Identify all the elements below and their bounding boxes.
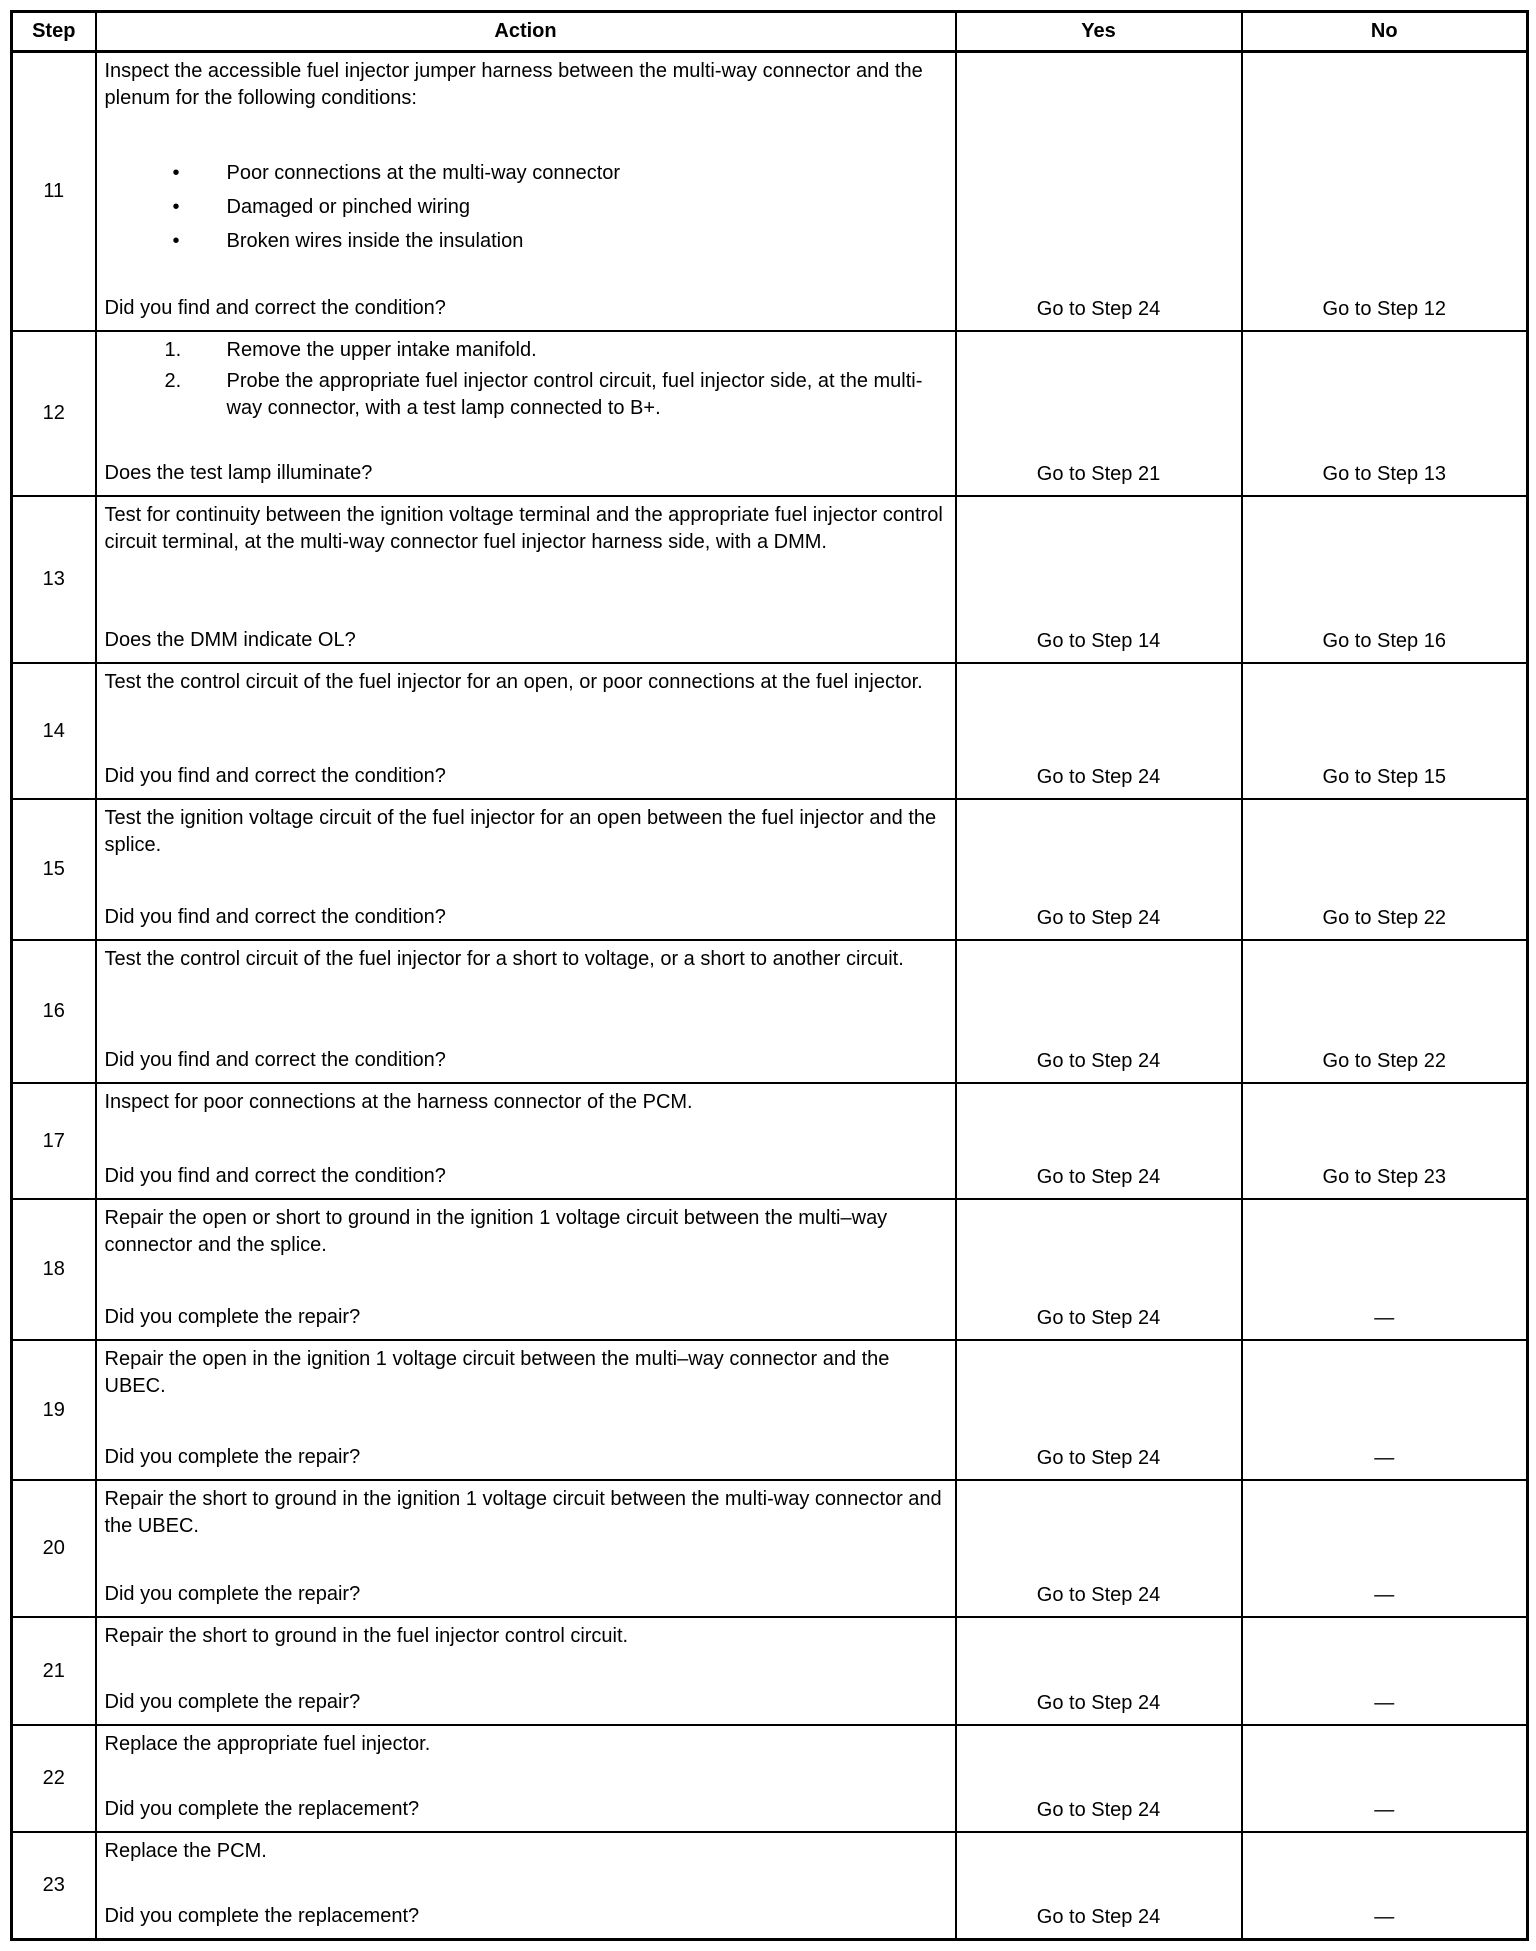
no-action: Go to Step 16 [1242, 496, 1528, 663]
action-cell [96, 1199, 956, 1340]
step-number: 18 [12, 1199, 96, 1340]
action-content [105, 1089, 947, 1190]
yes-action: Go to Step 21 [956, 331, 1242, 496]
no-action: Go to Step 22 [1242, 940, 1528, 1083]
action-content [105, 58, 947, 322]
action-text: Test the ignition voltage circuit of the fuel injector for an open between the fuel injector and the splice. [104, 807, 937, 856]
table-row [12, 52, 1528, 332]
yes-action: Go to Step 24 [956, 663, 1242, 799]
step-number: 11 [12, 52, 96, 332]
action-text: Replace the appropriate fuel injector. [104, 1733, 431, 1755]
action-cell [96, 1480, 956, 1617]
diagnostic-table [10, 10, 1529, 1941]
action-question: Did you complete the repair? [104, 1691, 361, 1713]
no-action: — [1242, 1340, 1528, 1480]
no-action: — [1242, 1832, 1528, 1940]
step-number: 21 [12, 1617, 96, 1725]
yes-action: Go to Step 24 [956, 1480, 1242, 1617]
action-question: Did you complete the replacement? [104, 1905, 420, 1927]
action-cell [96, 496, 956, 663]
list-item [105, 228, 947, 255]
table-row [12, 331, 1528, 496]
action-question: Did you find and correct the condition? [104, 906, 446, 928]
no-action: Go to Step 23 [1242, 1083, 1528, 1199]
no-action: — [1242, 1480, 1528, 1617]
action-cell [96, 1617, 956, 1725]
action-content [105, 1486, 947, 1608]
action-question: Does the test lamp illuminate? [104, 462, 373, 484]
action-question: Did you find and correct the condition? [104, 765, 446, 787]
bullet-icon: • [172, 196, 180, 218]
yes-action: Go to Step 24 [956, 52, 1242, 332]
header-no: No [1242, 12, 1528, 52]
action-cell [96, 1832, 956, 1940]
yes-action: Go to Step 24 [956, 1725, 1242, 1832]
header-action: Action [96, 12, 956, 52]
list-item [105, 160, 947, 187]
action-content [105, 337, 947, 487]
yes-action: Go to Step 24 [956, 1340, 1242, 1480]
list-number: 2. [164, 370, 182, 392]
table-header [12, 12, 1528, 52]
no-action: Go to Step 12 [1242, 52, 1528, 332]
yes-action: Go to Step 24 [956, 1199, 1242, 1340]
action-content [105, 946, 947, 1074]
yes-action: Go to Step 24 [956, 940, 1242, 1083]
table-row [12, 1832, 1528, 1940]
action-text: Test for continuity between the ignition voltage terminal and the appropriate fuel injector control circuit terminal, at the multi-way connector fuel injector harness side, with a DMM. [104, 504, 943, 553]
table-row [12, 940, 1528, 1083]
action-cell [96, 52, 956, 332]
yes-action: Go to Step 24 [956, 1617, 1242, 1725]
step-number: 14 [12, 663, 96, 799]
action-cell [96, 799, 956, 940]
no-action: — [1242, 1617, 1528, 1725]
table-row [12, 496, 1528, 663]
action-question: Did you complete the repair? [104, 1306, 361, 1328]
action-content [105, 1205, 947, 1331]
action-text: Inspect the accessible fuel injector jumper harness between the multi-way connector and the plenum for the following conditions: [104, 60, 923, 109]
action-content [105, 1623, 947, 1716]
action-text: Replace the PCM. [104, 1840, 267, 1862]
no-action: — [1242, 1725, 1528, 1832]
table-row [12, 1340, 1528, 1480]
no-action: Go to Step 22 [1242, 799, 1528, 940]
table-row [12, 663, 1528, 799]
action-text: Repair the open or short to ground in the ignition 1 voltage circuit between the multi–way connector and the splice. [104, 1207, 888, 1256]
yes-action: Go to Step 24 [956, 799, 1242, 940]
step-number: 16 [12, 940, 96, 1083]
table-row [12, 799, 1528, 940]
action-text: Inspect for poor connections at the harness connector of the PCM. [104, 1091, 693, 1113]
table-row [12, 1617, 1528, 1725]
action-content [105, 805, 947, 931]
action-text: Test the control circuit of the fuel injector for an open, or poor connections at the fuel injector. [104, 671, 923, 693]
step-number: 19 [12, 1340, 96, 1480]
action-list [105, 160, 947, 262]
action-question: Did you complete the replacement? [104, 1798, 420, 1820]
action-cell [96, 663, 956, 799]
table-row [12, 1083, 1528, 1199]
no-action: Go to Step 15 [1242, 663, 1528, 799]
table-row [12, 1199, 1528, 1340]
action-content [105, 1731, 947, 1823]
step-number: 12 [12, 331, 96, 496]
step-number: 20 [12, 1480, 96, 1617]
action-text: Test the control circuit of the fuel injector for a short to voltage, or a short to another circuit. [104, 948, 904, 970]
list-number: 1. [164, 339, 182, 361]
action-cell [96, 940, 956, 1083]
list-item [105, 368, 947, 422]
table-row [12, 1480, 1528, 1617]
bullet-icon: • [172, 162, 180, 184]
action-cell [96, 1725, 956, 1832]
action-cell [96, 331, 956, 496]
no-action: Go to Step 13 [1242, 331, 1528, 496]
action-text: Repair the short to ground in the fuel injector control circuit. [104, 1625, 629, 1647]
step-number: 15 [12, 799, 96, 940]
list-item-text: Poor connections at the multi-way connector [226, 162, 621, 184]
step-number: 13 [12, 496, 96, 663]
step-number: 17 [12, 1083, 96, 1199]
action-question: Does the DMM indicate OL? [104, 629, 356, 651]
action-question: Did you find and correct the condition? [104, 1165, 446, 1187]
table-body [12, 52, 1528, 1940]
action-cell [96, 1340, 956, 1480]
list-item [105, 194, 947, 221]
header-row [12, 12, 1528, 52]
action-question: Did you find and correct the condition? [104, 297, 446, 319]
table-row [12, 1725, 1528, 1832]
header-step: Step [12, 12, 96, 52]
action-text: Repair the open in the ignition 1 voltage circuit between the multi–way connector and the UBEC. [104, 1348, 890, 1397]
list-item-text: Remove the upper intake manifold. [226, 339, 537, 361]
action-cell [96, 1083, 956, 1199]
action-question: Did you find and correct the condition? [104, 1049, 446, 1071]
header-yes: Yes [956, 12, 1242, 52]
yes-action: Go to Step 24 [956, 1832, 1242, 1940]
bullet-icon: • [172, 230, 180, 252]
action-text: Repair the short to ground in the ignition 1 voltage circuit between the multi-way connector and the UBEC. [104, 1488, 942, 1537]
list-item-text: Damaged or pinched wiring [226, 196, 470, 218]
action-content [105, 669, 947, 790]
action-list [105, 337, 947, 426]
step-number: 22 [12, 1725, 96, 1832]
yes-action: Go to Step 14 [956, 496, 1242, 663]
list-item-text: Probe the appropriate fuel injector control circuit, fuel injector side, at the multi-way connector, with a test lamp connected to B+. [226, 370, 923, 419]
action-content [105, 502, 947, 654]
action-content [105, 1346, 947, 1471]
action-content [105, 1838, 947, 1930]
list-item [105, 337, 947, 364]
no-action: — [1242, 1199, 1528, 1340]
step-number: 23 [12, 1832, 96, 1940]
action-question: Did you complete the repair? [104, 1583, 361, 1605]
yes-action: Go to Step 24 [956, 1083, 1242, 1199]
action-question: Did you complete the repair? [104, 1446, 361, 1468]
list-item-text: Broken wires inside the insulation [226, 230, 524, 252]
